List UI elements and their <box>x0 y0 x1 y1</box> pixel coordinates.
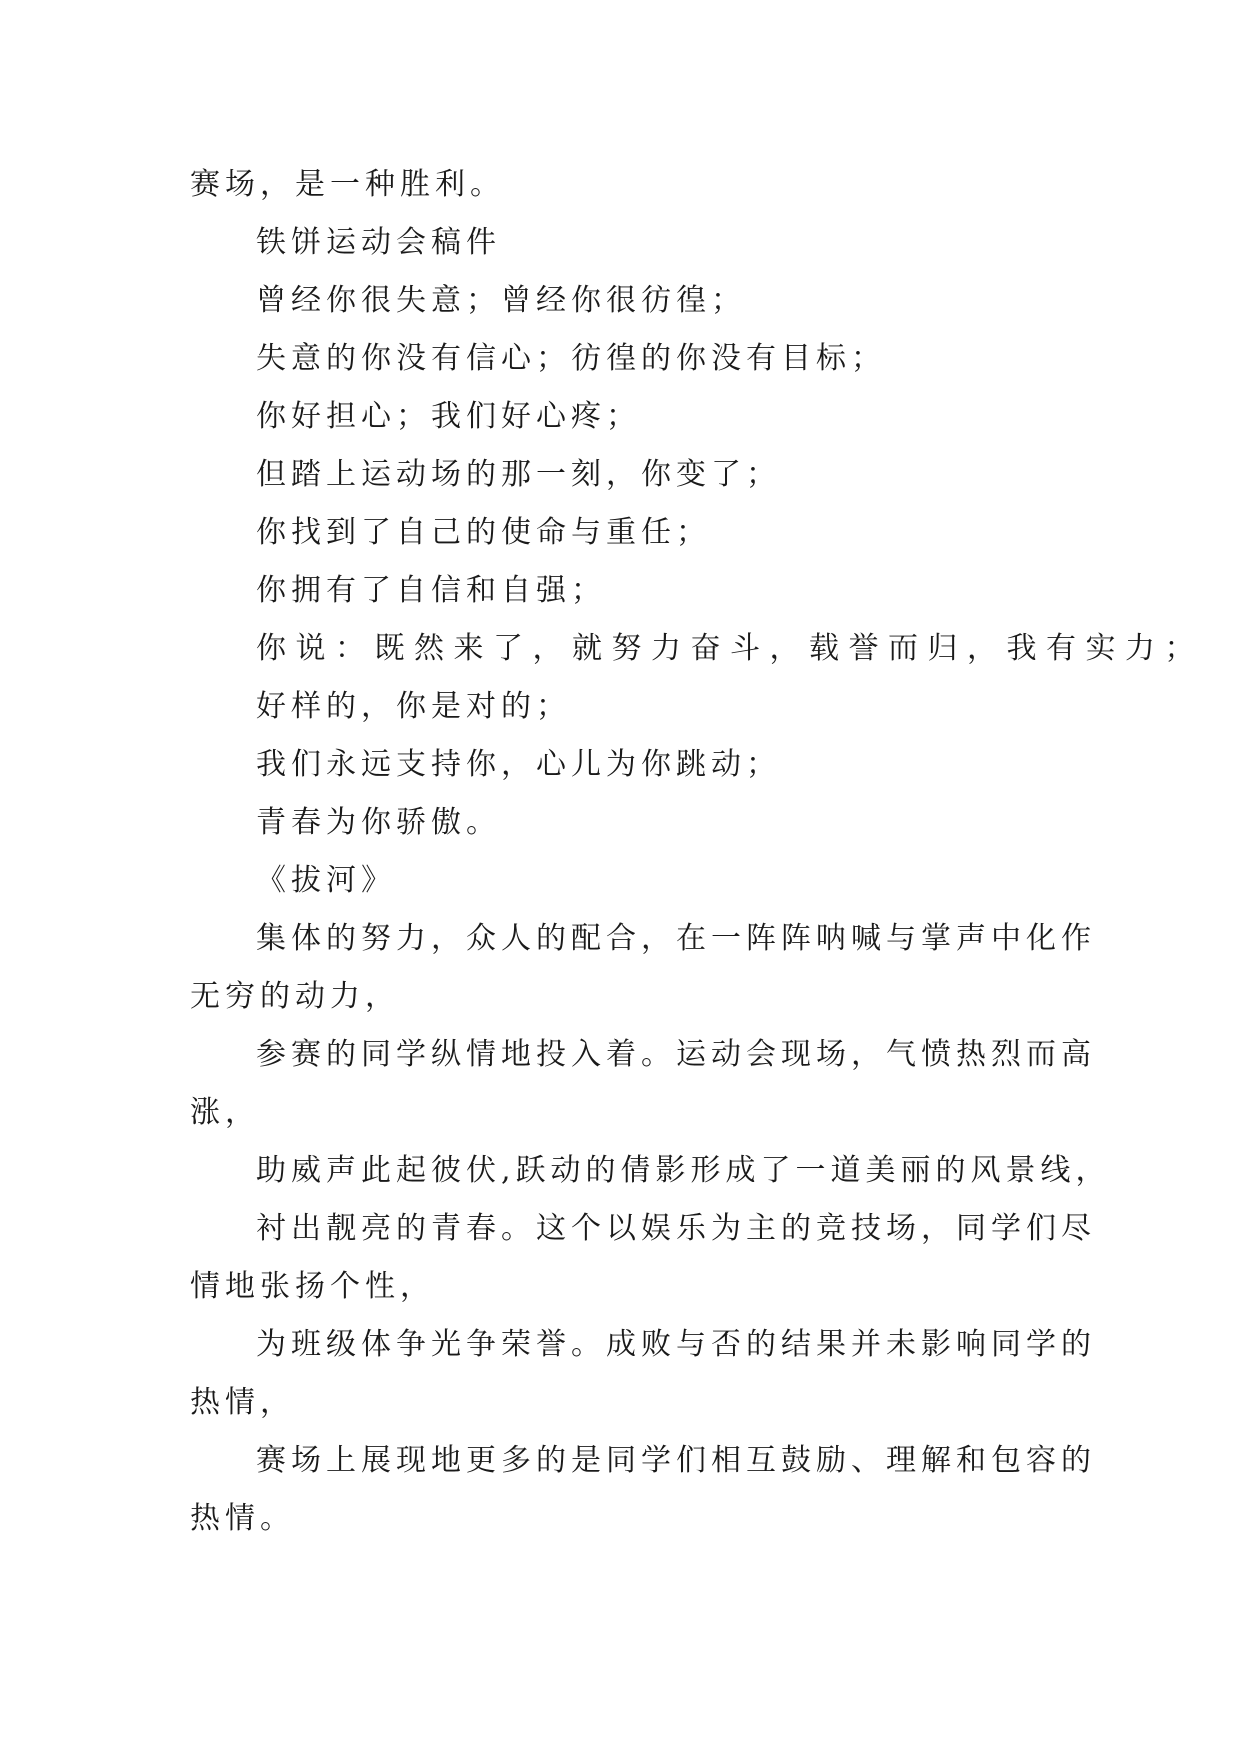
section-title: 铁饼运动会稿件 <box>256 225 501 260</box>
text-line: 参赛的同学纵情地投入着。运动会现场，气愤热烈而高 <box>256 1037 1096 1072</box>
document-body <box>190 156 1204 1548</box>
text-line: 衬出靓亮的青春。这个以娱乐为主的竞技场，同学们尽 <box>256 1211 1096 1246</box>
text-line: 为班级体争光争荣誉。成败与否的结果并未影响同学的 <box>256 1327 1096 1362</box>
text-line: 热情。 <box>190 1501 295 1536</box>
text-line: 青春为你骄傲。 <box>256 805 501 840</box>
text-line: 你找到了自己的使命与重任； <box>256 515 711 550</box>
text-line: 失意的你没有信心；彷徨的你没有目标； <box>256 341 886 376</box>
text-line: 赛场，是一种胜利。 <box>190 167 505 202</box>
text-line: 无穷的动力， <box>190 979 400 1014</box>
text-line: 集体的努力，众人的配合，在一阵阵呐喊与掌声中化作 <box>256 921 1096 956</box>
text-line: 好样的，你是对的； <box>256 689 571 724</box>
text-line: 赛场上展现地更多的是同学们相互鼓励、理解和包容的 <box>256 1443 1096 1478</box>
text-line: 情地张扬个性， <box>190 1269 435 1304</box>
text-line: 你说：既然来了，就努力奋斗，载誉而归，我有实力； <box>256 631 1204 666</box>
text-line: 曾经你很失意；曾经你很彷徨； <box>256 283 746 318</box>
text-line: 你拥有了自信和自强； <box>256 573 606 608</box>
text-line: 你好担心；我们好心疼； <box>256 399 641 434</box>
text-line: 热情， <box>190 1385 295 1420</box>
section-title: 《拔河》 <box>256 863 396 898</box>
text-line: 涨， <box>190 1095 260 1130</box>
text-line: 但踏上运动场的那一刻，你变了； <box>256 457 781 492</box>
text-line: 我们永远支持你，心儿为你跳动； <box>256 747 781 782</box>
text-line: 助威声此起彼伏,跃动的倩影形成了一道美丽的风景线， <box>256 1153 1111 1188</box>
